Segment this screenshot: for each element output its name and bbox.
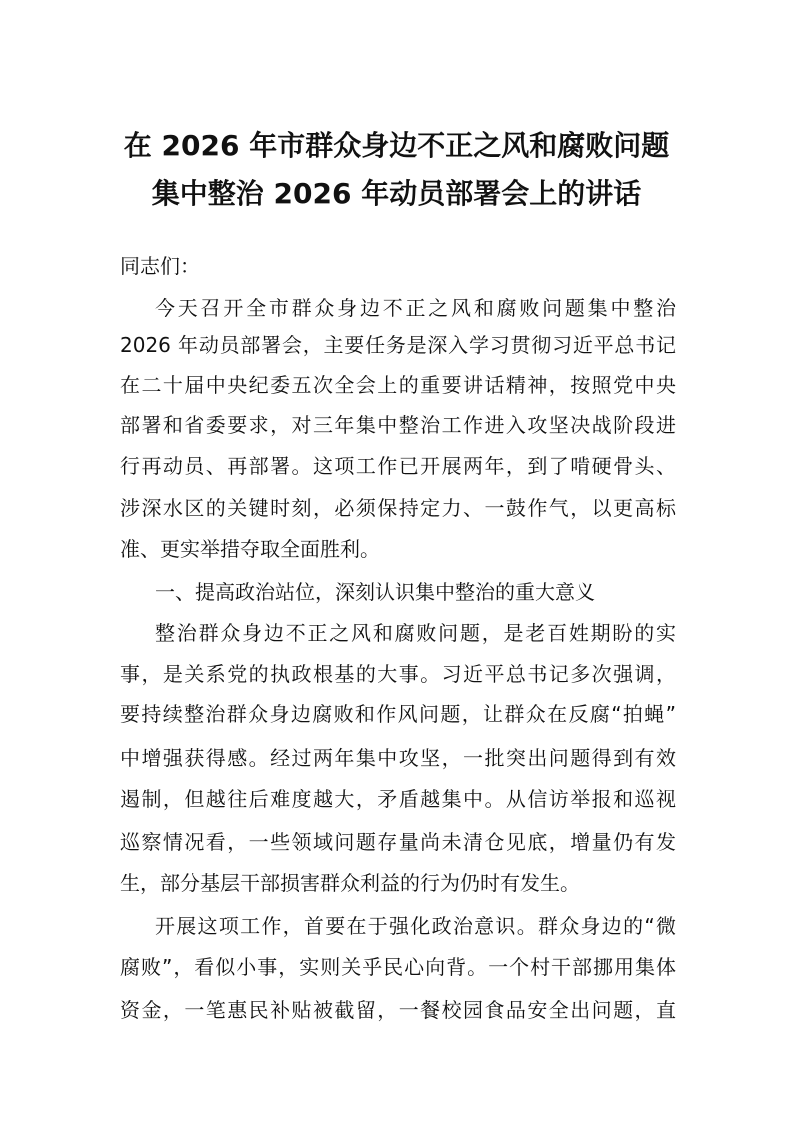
- paragraph-line: 巡察情况看，一些领域问题存量尚未清仓见底，增量仍有发: [120, 830, 676, 854]
- paragraph-line: 部署和省委要求，对三年集中整治工作进入攻坚决战阶段进: [120, 413, 676, 437]
- document-title-line-2: 集中整治 2026 年动员部署会上的讲话: [151, 177, 642, 210]
- paragraph-line: 在二十届中央纪委五次全会上的重要讲话精神，按照党中央: [120, 373, 676, 397]
- paragraph-line: 2026 年动员部署会，主要任务是深入学习贯彻习近平总书记: [120, 333, 676, 357]
- document-title-line-1: 在 2026 年市群众身边不正之风和腐败问题: [123, 129, 670, 162]
- paragraph-line: 资金，一笔惠民补贴被截留，一餐校园食品安全出问题，直: [120, 998, 676, 1022]
- paragraph-line: 腐败”，看似小事，实则关乎民心向背。一个村干部挪用集体: [120, 955, 676, 979]
- paragraph-line: 生，部分基层干部损害群众利益的行为仍时有发生。: [120, 871, 580, 895]
- paragraph-line: 准、更实举措夺取全面胜利。: [120, 537, 380, 561]
- paragraph-line: 遏制，但越往后难度越大，矛盾越集中。从信访举报和巡视: [120, 787, 676, 811]
- paragraph-line: 整治群众身边不正之风和腐败问题，是老百姓期盼的实: [155, 621, 676, 645]
- paragraph-line: 事，是关系党的执政根基的大事。习近平总书记多次强调，: [120, 662, 676, 686]
- paragraph-line: 开展这项工作，首要在于强化政治意识。群众身边的“微: [155, 914, 676, 938]
- paragraph-line: 今天召开全市群众身边不正之风和腐败问题集中整治: [155, 296, 676, 320]
- paragraph-line: 行再动员、再部署。这项工作已开展两年，到了啃硬骨头、: [120, 454, 676, 478]
- paragraph-line: 要持续整治群众身边腐败和作风问题，让群众在反腐“拍蝇”: [120, 702, 676, 726]
- paragraph-line: 中增强获得感。经过两年集中攻坚，一批突出问题得到有效: [120, 746, 676, 770]
- section-heading: 一、提高政治站位，深刻认识集中整治的重大意义: [155, 580, 595, 604]
- salutation: 同志们：: [120, 254, 200, 278]
- paragraph-line: 涉深水区的关键时刻，必须保持定力、一鼓作气，以更高标: [120, 496, 676, 520]
